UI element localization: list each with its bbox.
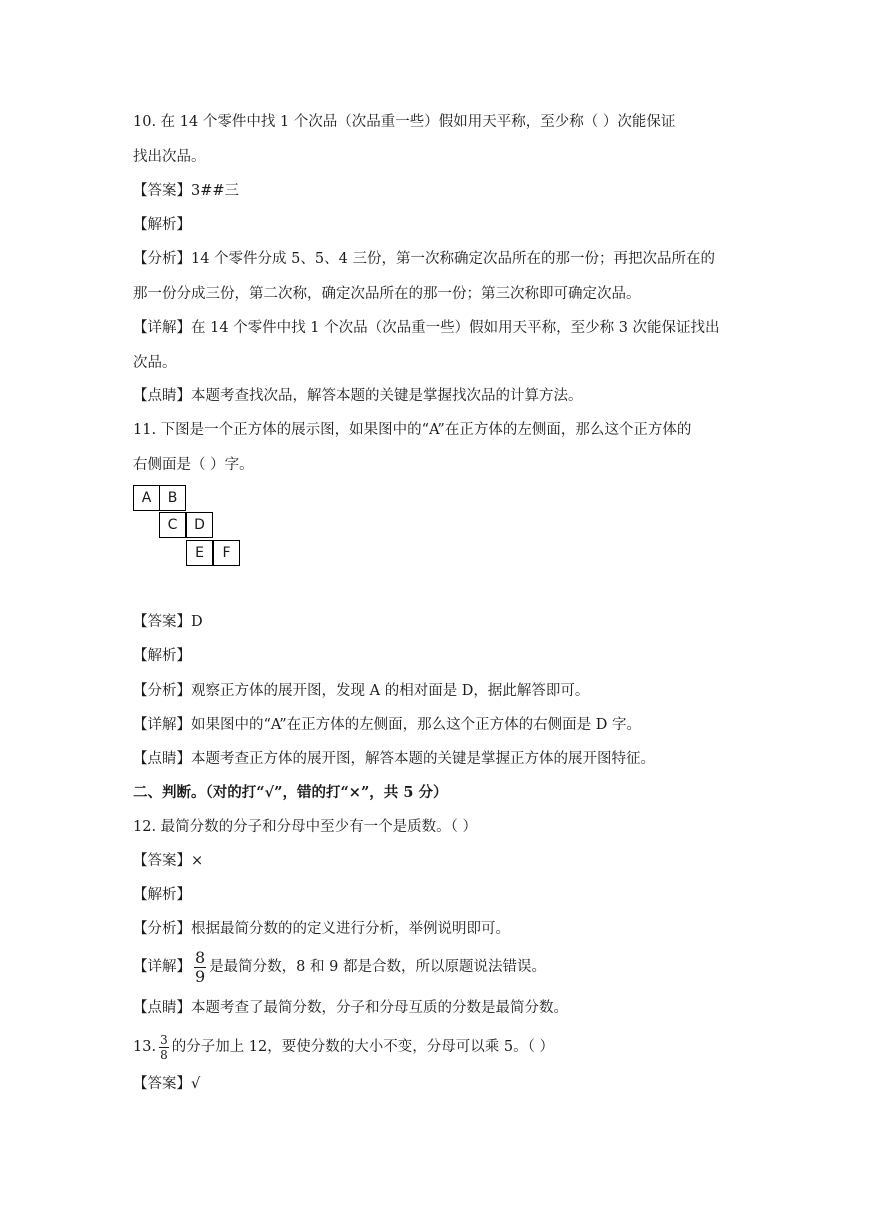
fraction-denominator: 8: [160, 1047, 168, 1062]
q11-answer: 【答案】D: [133, 614, 203, 630]
q12-xiangjie-prefix: 【详解】: [133, 959, 191, 975]
q11-stem-line1: 11. 下图是一个正方体的展示图，如果图中的“A”在正方体的左侧面，那么这个正方体的: [133, 422, 692, 438]
q11-dianjing: 【点睛】本题考查正方体的展开图，解答本题的关键是掌握正方体的展开图特征。: [133, 751, 655, 767]
q12-xiangjie-suffix: 是最简分数，8 和 9 都是合数，所以原题说法错误。: [209, 959, 546, 975]
q11-stem-line2: 右侧面是（ ）字。: [133, 457, 254, 473]
fraction-denominator: 9: [195, 966, 206, 986]
q11-xiangjie: 【详解】如果图中的“A”在正方体的左侧面，那么这个正方体的右侧面是 D 字。: [133, 717, 642, 733]
q10-answer: 【答案】3##三: [133, 183, 240, 199]
q12-xiangjie: [133, 945, 546, 989]
section-heading: 二、判断。（对的打“√”，错的打“×”，共 5 分）: [133, 784, 448, 801]
q10-fenxi-line1: 【分析】14 个零件分成 5、5、4 三份，第一次称确定次品所在的那一份；再把次品所在的: [133, 251, 715, 267]
q10-stem-line2: 找出次品。: [133, 149, 206, 165]
q12-stem: 12. 最简分数的分子和分母中至少有一个是质数。（ ）: [133, 819, 478, 835]
net-cell-c: C: [159, 512, 186, 538]
net-cell-f: F: [213, 540, 240, 566]
q13-answer: 【答案】√: [133, 1076, 201, 1092]
fraction-numerator: 8: [195, 947, 206, 967]
q10-xiangjie-line2: 次品。: [133, 355, 177, 371]
q12-analysis-heading: 【解析】: [133, 887, 191, 903]
q11-fenxi: 【分析】观察正方体的展开图，发现 A 的相对面是 D，据此解答即可。: [133, 683, 590, 699]
net-cell-b: B: [159, 485, 186, 511]
q12-fenxi: 【分析】根据最简分数的的定义进行分析，举例说明即可。: [133, 921, 510, 937]
q10-fenxi-line2: 那一份分成三份，第二次称，确定次品所在的那一份；第三次称即可确定次品。: [133, 286, 641, 302]
net-cell-e: E: [186, 540, 213, 566]
net-cell-d: D: [186, 512, 213, 538]
q13-number: 13.: [133, 1039, 157, 1055]
q12-dianjing: 【点睛】本题考查了最简分数，分子和分母互质的分数是最简分数。: [133, 1000, 568, 1016]
q10-stem-line1: 10. 在 14 个零件中找 1 个次品（次品重一些）假如用天平称，至少称（ ）次能保证: [133, 114, 676, 130]
q10-analysis-heading: 【解析】: [133, 217, 191, 233]
q10-xiangjie-line1: 【详解】在 14 个零件中找 1 个次品（次品重一些）假如用天平称，至少称 3 次能保证找出: [133, 320, 720, 336]
q10-dianjing: 【点睛】本题考查找次品，解答本题的关键是掌握找次品的计算方法。: [133, 388, 583, 404]
q13-stem: [133, 1029, 554, 1065]
q11-analysis-heading: 【解析】: [133, 648, 191, 664]
net-cell-a: A: [133, 485, 160, 511]
q12-answer: 【答案】×: [133, 853, 204, 869]
fraction-numerator: 3: [160, 1032, 168, 1047]
q13-stem-suffix: 的分子加上 12，要使分数的大小不变，分母可以乘 5。（ ）: [171, 1039, 554, 1055]
fraction-3-8: [159, 1034, 169, 1061]
fraction-8-9: [194, 947, 206, 986]
